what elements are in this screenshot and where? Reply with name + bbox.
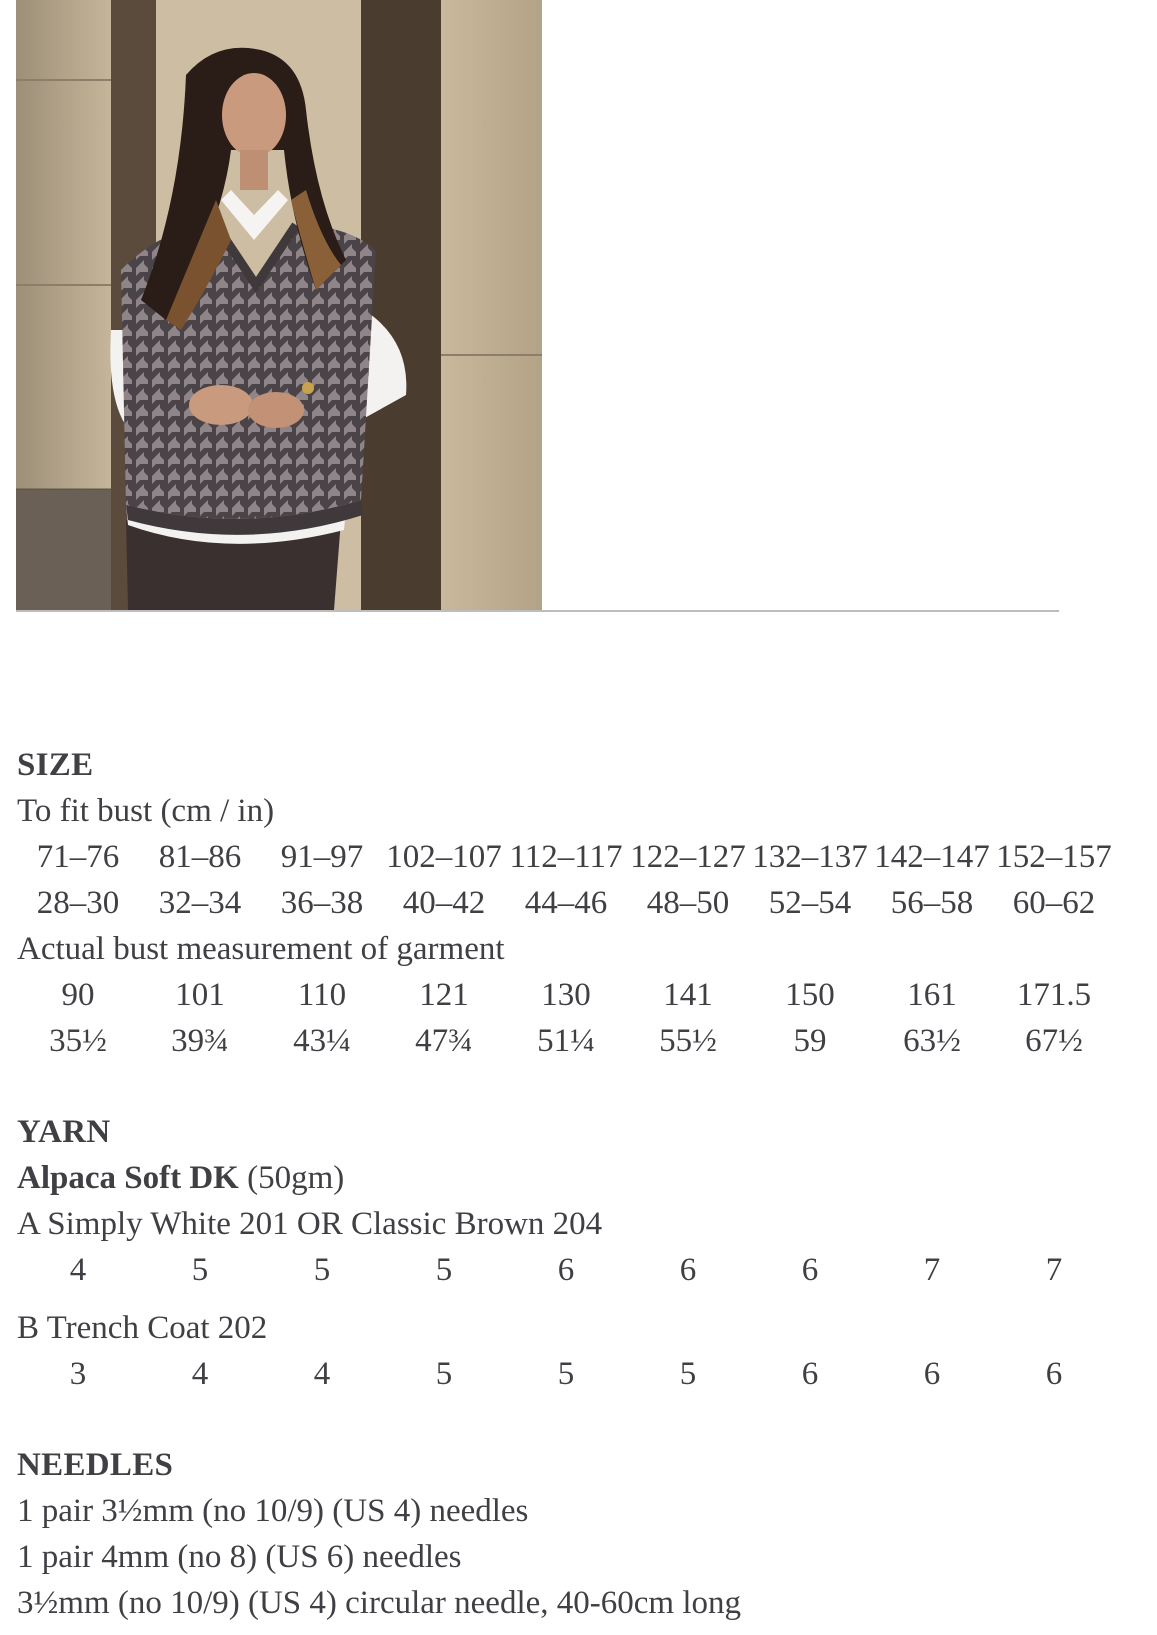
size-cell: 36–38 <box>280 885 364 921</box>
yarn-name: Alpaca Soft DK <box>17 1160 239 1196</box>
measurement-cell: 101 <box>175 977 225 1013</box>
size-heading: SIZE <box>17 747 94 783</box>
ball-count-cell: 4 <box>191 1356 209 1392</box>
measurement-cell: 90 <box>61 977 95 1013</box>
measurement-cell: 39¾ <box>171 1023 229 1059</box>
yarn-weight: (50gm) <box>238 1160 345 1196</box>
yarn-a-label: A Simply White 201 OR Classic Brown 204 <box>17 1206 603 1242</box>
yarn-name-line <box>17 1155 1137 1201</box>
fit-bust-cm-row <box>17 834 1137 880</box>
needle-item: 3½mm (no 10/9) (US 4) circular needle, 40-60cm long <box>17 1585 741 1621</box>
ball-count-cell: 5 <box>557 1356 575 1392</box>
yarn-b-counts-row <box>17 1351 1137 1397</box>
needles-heading: NEEDLES <box>17 1447 174 1483</box>
model-photo <box>16 0 542 610</box>
pattern-details <box>17 742 1137 1626</box>
measurement-cell: 55½ <box>659 1023 717 1059</box>
actual-bust-in-row <box>17 1018 1137 1064</box>
size-cell: 91–97 <box>280 839 364 875</box>
measurement-cell: 63½ <box>903 1023 961 1059</box>
measurement-cell: 47¾ <box>415 1023 473 1059</box>
ball-count-cell: 5 <box>191 1252 209 1288</box>
size-cell: 152–157 <box>996 839 1112 875</box>
measurement-cell: 150 <box>785 977 835 1013</box>
size-cell: 60–62 <box>1012 885 1096 921</box>
needle-item: 1 pair 4mm (no 8) (US 6) needles <box>17 1539 462 1575</box>
measurement-cell: 121 <box>419 977 469 1013</box>
size-cell: 71–76 <box>36 839 120 875</box>
fit-bust-label: To fit bust (cm / in) <box>17 793 275 829</box>
size-cell: 52–54 <box>768 885 852 921</box>
ball-count-cell: 6 <box>557 1252 575 1288</box>
measurement-cell: 161 <box>907 977 957 1013</box>
ball-count-cell: 6 <box>679 1252 697 1288</box>
ball-count-cell: 6 <box>801 1252 819 1288</box>
ball-count-cell: 5 <box>679 1356 697 1392</box>
ball-count-cell: 5 <box>313 1252 331 1288</box>
measurement-cell: 171.5 <box>1016 977 1092 1013</box>
divider-rule <box>16 610 1059 612</box>
measurement-cell: 59 <box>793 1023 827 1059</box>
ball-count-cell: 7 <box>1045 1252 1063 1288</box>
ball-count-cell: 6 <box>801 1356 819 1392</box>
size-cell: 32–34 <box>158 885 242 921</box>
size-cell: 122–127 <box>630 839 746 875</box>
ball-count-cell: 7 <box>923 1252 941 1288</box>
size-cell: 48–50 <box>646 885 730 921</box>
size-cell: 44–46 <box>524 885 608 921</box>
ball-count-cell: 5 <box>435 1252 453 1288</box>
measurement-cell: 130 <box>541 977 591 1013</box>
measurement-cell: 110 <box>297 977 347 1013</box>
yarn-a-counts-row <box>17 1247 1137 1293</box>
measurement-cell: 67½ <box>1025 1023 1083 1059</box>
needle-item: 1 pair 3½mm (no 10/9) (US 4) needles <box>17 1493 529 1529</box>
size-cell: 40–42 <box>402 885 486 921</box>
size-cell: 56–58 <box>890 885 974 921</box>
size-cell: 142–147 <box>874 839 990 875</box>
actual-bust-cm-row <box>17 972 1137 1018</box>
yarn-b-label: B Trench Coat 202 <box>17 1310 268 1346</box>
size-cell: 81–86 <box>158 839 242 875</box>
ball-count-cell: 3 <box>69 1356 87 1392</box>
ball-count-cell: 6 <box>923 1356 941 1392</box>
size-cell: 132–137 <box>752 839 868 875</box>
measurement-cell: 51¼ <box>537 1023 595 1059</box>
ball-count-cell: 4 <box>313 1356 331 1392</box>
measurement-cell: 35½ <box>49 1023 107 1059</box>
size-cell: 102–107 <box>386 839 502 875</box>
measurement-cell: 141 <box>663 977 713 1013</box>
size-cell: 112–117 <box>509 839 623 875</box>
fit-bust-in-row <box>17 880 1137 926</box>
ball-count-cell: 6 <box>1045 1356 1063 1392</box>
actual-bust-label: Actual bust measurement of garment <box>17 931 505 967</box>
size-cell: 28–30 <box>36 885 120 921</box>
measurement-cell: 43¼ <box>293 1023 351 1059</box>
ball-count-cell: 4 <box>69 1252 87 1288</box>
yarn-heading: YARN <box>17 1114 111 1150</box>
ball-count-cell: 5 <box>435 1356 453 1392</box>
